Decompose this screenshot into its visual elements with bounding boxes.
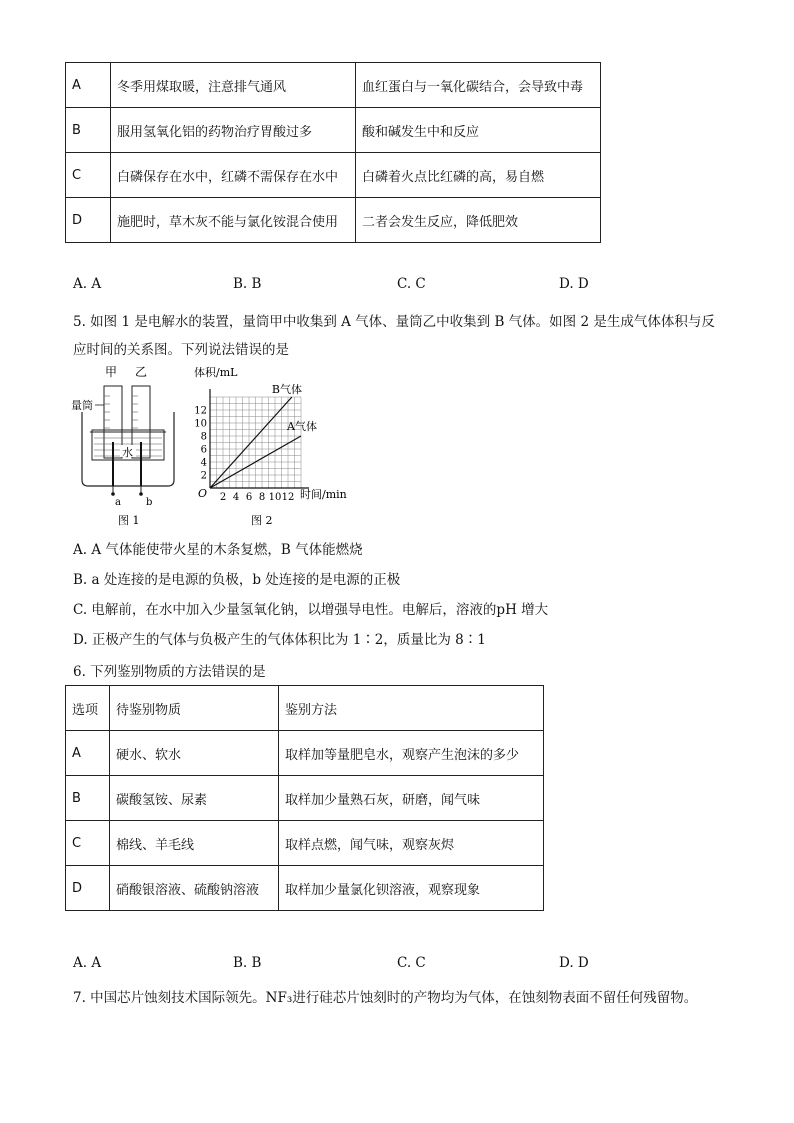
row-fact: 冬季用煤取暖，注意排气通风	[111, 63, 356, 108]
q5-stem-line2: 应时间的关系图。下列说法错误的是	[73, 342, 289, 358]
row-fact: 服用氢氧化铝的药物治疗胃酸过多	[111, 108, 356, 153]
chart-grid	[210, 397, 301, 488]
row-label: D	[66, 198, 111, 243]
row-substances: 硝酸银溶液、硫酸钠溶液	[110, 866, 279, 911]
q4-table	[65, 62, 601, 243]
option-b[interactable]: B. B	[233, 276, 262, 292]
option-d[interactable]: D. D	[559, 955, 589, 971]
chart-axes	[210, 389, 309, 488]
table-row	[66, 153, 601, 198]
x-tick-label: 10	[268, 492, 282, 503]
label-b: b	[146, 497, 153, 508]
q7-stem: 7. 中国芯片蚀刻技术国际领先。NF₃进行硅芯片蚀刻时的产物均为气体，在蚀刻物表面不留任何残留物。	[73, 990, 698, 1006]
y-tick-label: 2	[200, 470, 207, 482]
table-row	[66, 108, 601, 153]
series-label-b: B气体	[271, 383, 302, 396]
row-reason: 二者会发生反应，降低肥效	[356, 198, 601, 243]
cylinder-scale-icon	[104, 396, 138, 428]
row-method: 取样加少量熟石灰，研磨，闻气味	[279, 776, 544, 821]
row-substances: 碳酸氢铵、尿素	[110, 776, 279, 821]
chart-ylabel: 体积/mL	[194, 366, 238, 379]
row-method: 取样加等量肥皂水，观察产生泡沫的多少	[279, 731, 544, 776]
y-tick-label: 8	[200, 431, 207, 443]
row-label: B	[66, 108, 111, 153]
label-a: a	[115, 497, 121, 508]
y-tick-label: 4	[200, 457, 207, 469]
row-substances: 硬水、软水	[110, 731, 279, 776]
row-label: A	[66, 63, 111, 108]
terminal-b-icon	[139, 492, 143, 496]
option-c[interactable]: C. C	[397, 276, 426, 292]
table-row	[66, 198, 601, 243]
row-reason: 血红蛋白与一氧化碳结合，会导致中毒	[356, 63, 601, 108]
label-yi: 乙	[135, 365, 148, 379]
terminal-a-icon	[111, 492, 115, 496]
row-substances: 棉线、羊毛线	[110, 821, 279, 866]
row-reason: 白磷着火点比红磷的高，易自燃	[356, 153, 601, 198]
table-row	[66, 821, 544, 866]
table-row	[66, 63, 601, 108]
figure-1-caption: 图 1	[118, 514, 140, 527]
table-row	[66, 866, 544, 911]
x-tick-label: 8	[258, 492, 266, 503]
q5-stem-line1: 5. 如图 1 是电解水的装置，量筒甲中收集到 A 气体、量筒乙中收集到 B 气体。如图 2 是生成气体体积与反	[73, 314, 715, 330]
q6-stem: 6. 下列鉴别物质的方法错误的是	[73, 664, 266, 680]
row-method: 取样加少量氯化钡溶液，观察现象	[279, 866, 544, 911]
header-method: 鉴别方法	[279, 686, 544, 731]
header-substances: 待鉴别物质	[110, 686, 279, 731]
figure-1	[66, 362, 186, 530]
row-method: 取样点燃，闻气味，观察灰烬	[279, 821, 544, 866]
x-tick-label: 2	[219, 492, 227, 503]
row-label: C	[66, 821, 110, 866]
q5-option-a[interactable]: A. A 气体能使带火星的木条复燃，B 气体能燃烧	[73, 542, 363, 558]
q6-options	[73, 955, 673, 975]
row-label: A	[66, 731, 110, 776]
row-label: D	[66, 866, 110, 911]
option-c[interactable]: C. C	[397, 955, 426, 971]
option-b[interactable]: B. B	[233, 955, 262, 971]
row-label: C	[66, 153, 111, 198]
option-d[interactable]: D. D	[559, 276, 589, 292]
row-label: B	[66, 776, 110, 821]
table-row	[66, 731, 544, 776]
table-header-row	[66, 686, 544, 731]
q5-option-d[interactable]: D. 正极产生的气体与负极产生的气体体积比为 1∶2，质量比为 8∶1	[73, 632, 486, 648]
x-tick-label: 6	[245, 492, 253, 503]
figure-2-caption: 图 2	[251, 514, 273, 527]
x-tick-label: 4	[232, 492, 240, 503]
y-tick-label: 12	[194, 405, 207, 417]
row-reason: 酸和碱发生中和反应	[356, 108, 601, 153]
header-option: 选项	[66, 686, 110, 731]
chart-xlabel: 时间/min	[300, 488, 347, 501]
option-a[interactable]: A. A	[73, 955, 102, 971]
y-tick-label: 6	[200, 444, 207, 456]
row-fact: 施肥时，草木灰不能与氯化铵混合使用	[111, 198, 356, 243]
q5-option-c[interactable]: C. 电解前，在水中加入少量氢氧化钠，以增强导电性。电解后，溶液的pH 增大	[73, 602, 549, 618]
y-tick-label: 10	[194, 418, 207, 430]
q5-option-b[interactable]: B. a 处连接的是电源的负极，b 处连接的是电源的正极	[73, 572, 401, 588]
label-jia: 甲	[105, 365, 118, 379]
label-water: 水	[122, 446, 133, 459]
q6-table	[65, 685, 544, 911]
x-tick-label: 12	[281, 492, 295, 503]
table-row	[66, 776, 544, 821]
series-label-a: A气体	[287, 420, 317, 433]
row-fact: 白磷保存在水中，红磷不需保存在水中	[111, 153, 356, 198]
chart-origin: O	[198, 487, 208, 500]
figure-2-chart	[190, 362, 360, 530]
q4-options	[73, 276, 673, 296]
option-a[interactable]: A. A	[73, 276, 102, 292]
label-cylinder: 量筒	[71, 399, 93, 412]
